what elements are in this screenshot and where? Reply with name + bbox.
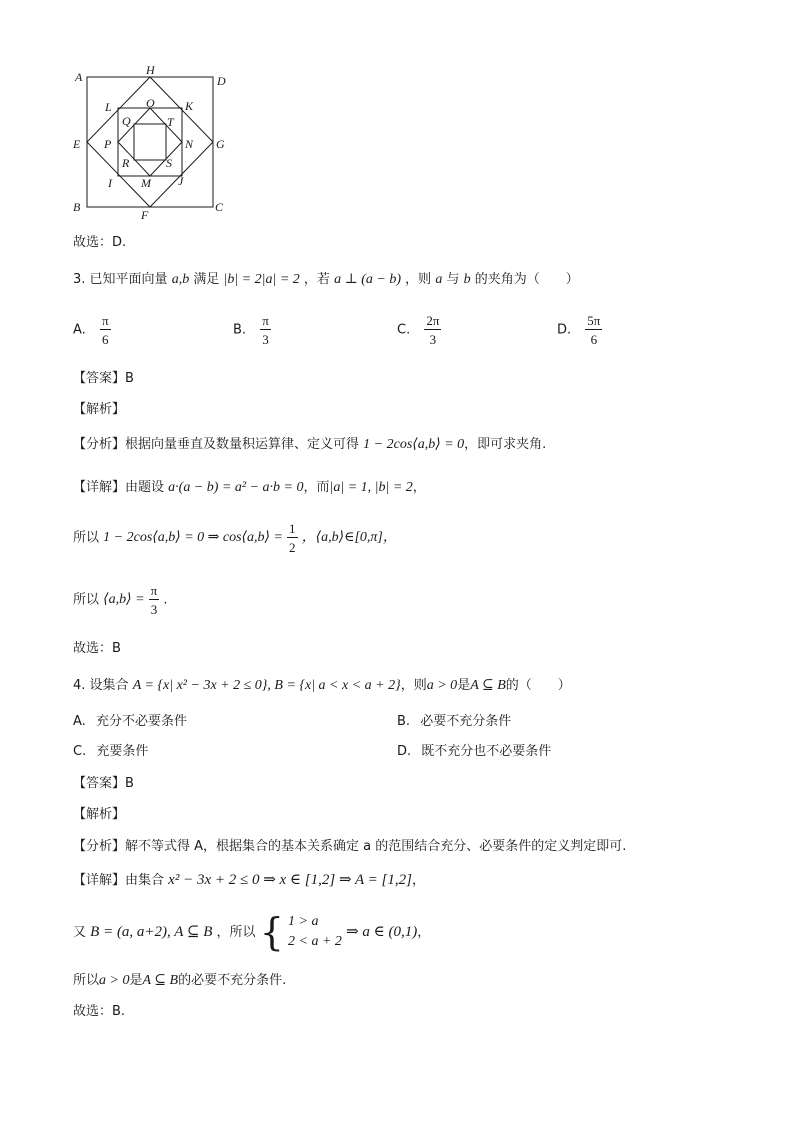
inner-square-QTSR [134, 124, 166, 160]
q4-option-c[interactable] [73, 745, 148, 758]
line-math: ⟨a,b⟩ = [103, 592, 145, 607]
q4-option-d[interactable] [397, 745, 551, 758]
vertex-label-N: N [185, 137, 194, 151]
line-prefix: 所以 [73, 530, 100, 546]
q4-xiangjie [73, 873, 425, 888]
q3-stem [73, 273, 579, 287]
line-result: ⇒ a ∈ (0,1) [346, 923, 418, 940]
nested-squares-figure [70, 65, 310, 225]
vertex-label-K: K [185, 99, 194, 113]
fenxi-text: 解不等式得 A，根据集合的基本关系确定 a 的范围结合充分、必要条件的定义判定即可. [125, 839, 627, 854]
q3-fenxi [73, 438, 546, 452]
q4-option-b[interactable] [397, 715, 511, 728]
xiangjie-math: a·(a − b) = a² − a·b = 0 [168, 480, 304, 495]
fraction-numerator: 1 [289, 521, 296, 536]
q3-derivation-line3 [73, 584, 168, 616]
vertex-label-M: M [141, 176, 151, 190]
q4-fenxi [73, 840, 626, 853]
q3-stem-perp: a ⊥ (a − b) [334, 272, 402, 287]
option-letter: B. [397, 714, 411, 729]
fraction-denominator: 3 [429, 332, 437, 347]
system-line-1: 1 > a [288, 914, 319, 929]
option-text: 既不充分也不必要条件 [421, 744, 552, 759]
q3-stem-e: 与 [446, 272, 460, 287]
q3-derivation-line2 [73, 522, 397, 554]
vertex-label-H: H [146, 65, 155, 77]
line-sub: A ⊆ B [142, 973, 179, 988]
fraction-denominator: 2 [289, 540, 296, 555]
q3-stem-c: ，若 [303, 272, 330, 287]
q4-stem-b: ，则 [400, 678, 427, 693]
fenxi-text: 根据向量垂直及数量积运算律、定义可得 [125, 437, 360, 452]
option-fraction [585, 314, 602, 346]
line-end: . [163, 592, 168, 608]
line-math: B = (a, a+2), A ⊆ B [90, 923, 213, 940]
q3-stem-d: ，则 [405, 272, 432, 287]
vertex-label-S: S [166, 156, 172, 170]
fenxi-tag: 【分析】 [73, 839, 126, 854]
line-prefix: 所以 [73, 973, 100, 988]
vertex-label-L: L [105, 100, 112, 114]
xiangjie-tag: 【详解】 [73, 873, 126, 888]
q3-choose: 故选：B [73, 641, 121, 656]
option-fraction [424, 314, 441, 346]
q3-analysis-title: 【解析】 [73, 402, 126, 417]
xiangjie-end: ， [411, 873, 425, 888]
q3-var-b: b [463, 272, 471, 287]
inequality-system [288, 912, 342, 952]
q3-stem-b: 满足 [193, 272, 220, 287]
q3-option-c[interactable] [397, 314, 441, 346]
line-prefix: 所以 [73, 592, 100, 608]
q4-stem-a: 4. 设集合 [73, 678, 129, 693]
option-letter: A. [73, 714, 86, 729]
left-brace-icon: { [259, 910, 284, 954]
vertex-label-O: O [146, 96, 155, 110]
system-line-2: 2 < a + 2 [288, 934, 342, 949]
xiangjie-text: 由集合 [125, 873, 165, 888]
option-letter: D. [397, 744, 412, 759]
option-text: 充分不必要条件 [95, 714, 187, 729]
line-fraction [149, 584, 160, 616]
vertex-label-D: D [217, 74, 226, 88]
q4-analysis-title: 【解析】 [73, 807, 126, 822]
q4-derivation-line3 [73, 974, 286, 988]
q4-option-a[interactable] [73, 715, 187, 728]
q4-stem-cond: a > 0 [426, 678, 458, 693]
vertex-label-E: E [73, 137, 81, 151]
fraction-numerator: π [101, 313, 109, 328]
line-fraction [287, 522, 298, 554]
q4-stem-d: 的（ ） [505, 678, 571, 693]
xiangjie-math: x² − 3x + 2 ≤ 0 ⇒ x ∈ [1,2] ⇒ A = [1,2] [168, 872, 412, 888]
fenxi-end: ，即可求夹角. [464, 437, 547, 452]
q3-stem-a: 3. 已知平面向量 [73, 272, 168, 287]
line-end: 的必要不充分条件. [178, 973, 287, 988]
fraction-numerator: 2π [426, 313, 440, 328]
q3-option-a[interactable] [73, 314, 111, 346]
option-letter: B. [233, 322, 247, 338]
line-mid: 是 [129, 973, 143, 988]
line-tail: ，⟨a,b⟩∈[0,π]， [301, 530, 397, 545]
q4-stem [73, 679, 571, 693]
q3-xiangjie [73, 481, 426, 495]
vertex-label-R: R [122, 156, 130, 170]
vertex-label-I: I [108, 176, 112, 190]
vertex-label-Q: Q [122, 114, 131, 128]
q3-answer: 【答案】B [73, 371, 134, 386]
q4-stem-sub: A ⊆ B [470, 678, 506, 693]
vertex-label-B: B [73, 200, 81, 214]
option-text: 必要不充分条件 [420, 714, 512, 729]
q3-option-d[interactable] [557, 314, 602, 346]
option-fraction [260, 314, 271, 346]
xiangjie-end: ， [412, 480, 426, 495]
q4-derivation-line2 [73, 912, 430, 956]
vertex-label-C: C [215, 200, 224, 214]
q4-stem-math: A = {x| x² − 3x + 2 ≤ 0}, B = {x| a < x < a + 2} [132, 678, 401, 693]
fraction-denominator: 3 [262, 332, 269, 347]
q3-stem-cond: |b| = 2|a| = 2 [223, 272, 300, 287]
q3-stem-vars: a,b [171, 272, 190, 287]
q3-stem-f: 的夹角为（ ） [474, 272, 579, 287]
fraction-numerator: π [262, 313, 269, 328]
q2-choose: 故选：D. [73, 235, 127, 250]
vertex-label-F: F [141, 208, 149, 222]
fraction-denominator: 6 [101, 332, 109, 347]
line-cond: a > 0 [99, 973, 130, 988]
fenxi-tag: 【分析】 [73, 437, 126, 452]
fraction-denominator: 3 [150, 602, 158, 617]
q4-choose: 故选：B. [73, 1004, 126, 1019]
fraction-numerator: π [150, 583, 158, 598]
option-letter: A. [73, 322, 86, 338]
q4-stem-c: 是 [457, 678, 471, 693]
fraction-denominator: 6 [590, 332, 598, 347]
option-letter: D. [557, 322, 572, 338]
q3-var-a: a [435, 272, 443, 287]
q4-answer: 【答案】B [73, 776, 134, 791]
vertex-label-T: T [167, 115, 174, 129]
xiangjie-text: 由题设 [125, 480, 165, 495]
xiangjie-math2: |a| = 1, |b| = 2 [329, 480, 413, 495]
vertex-labels [72, 65, 226, 222]
fraction-numerator: 5π [587, 313, 601, 328]
option-fraction [100, 314, 111, 346]
line-mid: ，所以 [216, 924, 256, 940]
xiangjie-mid: ，而 [303, 480, 330, 495]
xiangjie-tag: 【详解】 [73, 480, 126, 495]
line-math: 1 − 2cos⟨a,b⟩ = 0 ⇒ cos⟨a,b⟩ = [103, 530, 283, 545]
option-letter: C. [397, 322, 411, 338]
line-end: ， [417, 924, 431, 940]
fenxi-math: 1 − 2cos⟨a,b⟩ = 0 [363, 437, 465, 452]
vertex-label-J: J [178, 174, 184, 188]
line-prefix: 又 [73, 924, 87, 940]
vertex-label-P: P [104, 137, 112, 151]
option-letter: C. [73, 744, 87, 759]
vertex-label-G: G [216, 137, 225, 151]
vertex-label-A: A [75, 70, 83, 84]
option-text: 充要条件 [96, 744, 149, 759]
q3-option-b[interactable] [233, 314, 271, 346]
